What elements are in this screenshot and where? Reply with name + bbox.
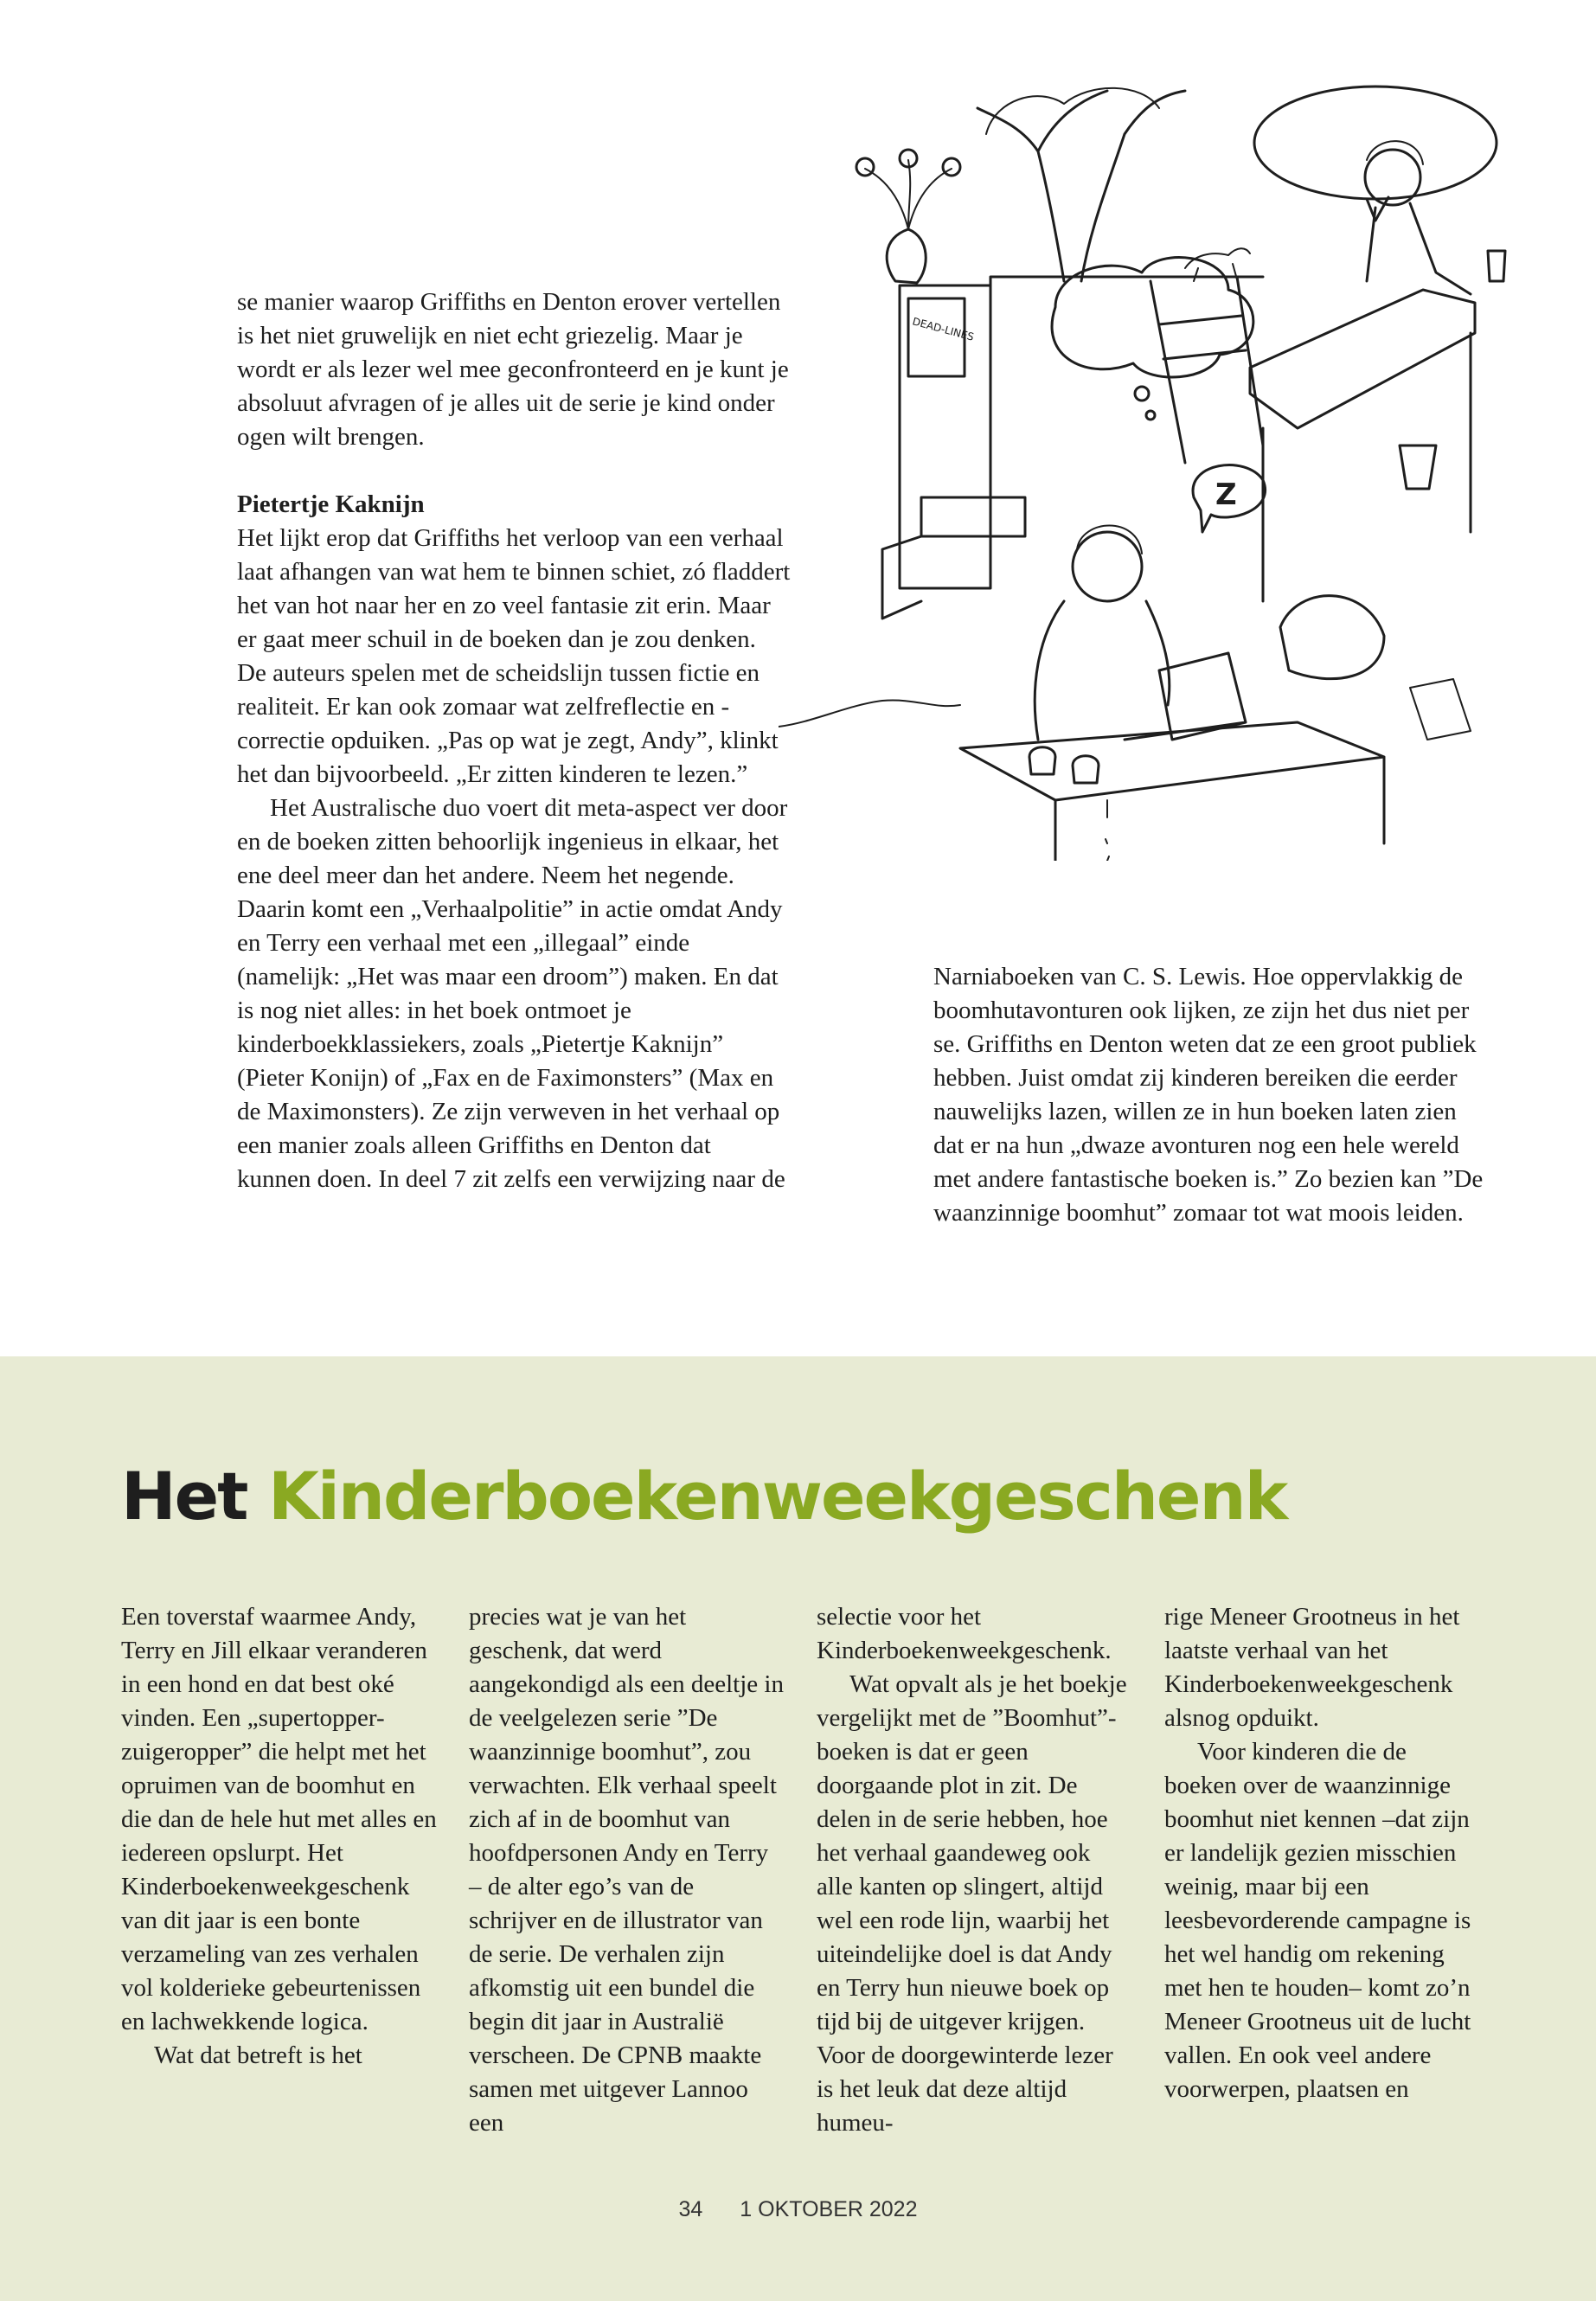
subheading: Pietertje Kaknijn [237, 490, 425, 518]
drips [1106, 800, 1109, 861]
box-column-4 [1164, 1600, 1480, 2106]
right-desk [1250, 290, 1475, 601]
sleeping-creature [1280, 596, 1384, 679]
boomhut-illustration [779, 82, 1509, 861]
paragraph: rige Meneer Grootneus in het laatste verhaal van het Kinderboekenweekgeschenk alsnog opduikt. [1164, 1603, 1460, 1732]
paragraph: selectie voor het Kinderboekenweekgeschenk. [817, 1603, 1112, 1664]
paragraph: Wat dat betreft is het [154, 2041, 362, 2069]
mug [1073, 756, 1099, 783]
box-column-3 [817, 1600, 1132, 2140]
boy-body [1367, 203, 1471, 294]
cable [779, 701, 960, 727]
man-head [1073, 532, 1142, 601]
box-column-1 [121, 1600, 437, 2073]
front-desk [960, 722, 1384, 861]
pencil-cup [1488, 251, 1505, 281]
flower-icon [943, 158, 960, 176]
boy-head [1365, 150, 1420, 205]
paragraph: Narniaboeken van C. S. Lewis. Hoe oppervlakkig de boomhutavonturen ook lijken, ze zijn het dus niet per se. Griffiths en Denton weten dat ze een groot publiek hebben. Juist omdat zij kinderen bereiken die eerder nauwelijks lazen, willen ze in hun boeken laten zien dat er na hun „dwaze avonturen nog een hele wereld met andere fantastische boeken is.” Zo bezien kan ”De waanzinnige boomhut” zomaar tot wat moois leiden. [933, 963, 1484, 1227]
paragraph: Wat opvalt als je het boekje vergelijkt met de ”Boomhut”-boeken is dat er geen doorgaande plot in zit. De delen in de serie hebben, hoe het verhaal gaandeweg ook alle kanten op slingert, altijd wel een rode lijn, waarbij het uiteindelijke doel is dat Andy en Terry hun nieuwe boek op tijd bij de uitgever krijgen. Voor de doorgewinterde lezer is het leuk dat deze altijd humeu- [817, 1670, 1127, 2137]
paragraph: se manier waarop Griffiths en Denton erover vertellen is het niet gruwelijk en niet echt griezelig. Maar je wordt er als lezer wel mee geconfronteerd en je kunt je absoluut afvragen of je alles uit de serie je kind onder ogen wilt brengen. [237, 288, 789, 451]
sleep-letter: Z [1215, 478, 1237, 512]
flowers [865, 160, 952, 229]
box-heading [121, 1458, 1286, 1535]
vase [887, 229, 926, 283]
loose-paper [1410, 679, 1471, 740]
man-body [1035, 601, 1169, 740]
mug [1029, 747, 1055, 774]
flower-icon [856, 158, 874, 176]
waste-basket [1400, 445, 1436, 489]
box-column-2 [469, 1600, 785, 2140]
paragraph: precies wat je van het geschenk, dat werd aangekondigd als een deeltje in de veelgelezen serie ”De waanzinnige boomhut”, zou verwachten. Elk verhaal speelt zich af in de boomhut van hoofdpersonen Andy en Terry – de alter ego’s van de schrijver en de illustrator van de serie. De verhalen zijn afkomstig uit een bundel die begin dit jaar in Australië verscheen. De CPNB maakte samen met uitgever Lannoo een [469, 1603, 784, 2137]
printer [921, 497, 1025, 536]
issue-date: 1 OKTOBER 2022 [740, 2197, 918, 2221]
note-board-label: DEAD-LINES [911, 315, 976, 343]
tree-trunk [977, 91, 1185, 281]
paragraph: Het Australische duo voert dit meta-aspect ver door en de boeken zitten behoorlijk ingenieus in elkaar, het ene deel meer dan het andere. Neem het negende. Daarin komt een „Verhaalpolitie” in actie omdat Andy en Terry een verhaal met een „illegaal” einde (namelijk: „Het was maar een droom”) maken. En dat is nog niet alles: in het boek ontmoet je kinderboekklassiekers, zoals „Pietertje Kaknijn” (Pieter Konijn) of „Fax en de Faximonsters” (Max en de Maximonsters). Ze zijn verweven in het verhaal op een manier zoals alleen Griffiths en Denton dat kunnen doen. In deel 7 zit zelfs een verwijzing naar de [237, 794, 788, 1193]
speech-bubble-empty [1254, 87, 1497, 199]
article-right-column [933, 960, 1487, 1230]
paragraph: Voor kinderen die de boeken over de waanzinnige boomhut niet kennen –dat zijn er landelijk gezien misschien weinig, maar bij een leesbevorderende campagne is het wel handig om rekening met hen te houden– komt zo’n Meneer Grootneus uit de lucht vallen. En ook veel andere voorwerpen, plaatsen en [1164, 1738, 1471, 2103]
heading-dark-word: Het [121, 1458, 247, 1535]
page-footer [0, 2197, 1596, 2222]
heading-green-word: Kinderboekenweekgeschenk [267, 1458, 1287, 1535]
paragraph: Het lijkt erop dat Griffiths het verloop van een verhaal laat afhangen van wat hem te binnen schiet, zó fladdert het van hot naar her en zo veel fantasie zit erin. Maar er gaat meer schuil in de boeken dan je zou denken. De auteurs spelen met de scheidslijn tussen fictie en realiteit. Er kan ook zomaar wat zelfreflectie en -correctie opduiken. „Pas op wat je zegt, Andy”, klinkt het dan bijvoorbeeld. „Er zitten kinderen te lezen.” [237, 524, 791, 788]
page-number: 34 [678, 2197, 703, 2221]
article-left-column [237, 285, 791, 1196]
paragraph: Een toverstaf waarmee Andy, Terry en Jill elkaar veranderen in een hond en dat best oké vinden. Een „supertopper-zuigeropper” die helpt met het opruimen van de boomhut en die dan de hele hut met alles en iedereen opslurpt. Het Kinderboekenweekgeschenk van dit jaar is een bonte verzameling van zes verhalen vol kolderieke gebeurtenissen en lachwekkende logica. [121, 1603, 437, 2035]
